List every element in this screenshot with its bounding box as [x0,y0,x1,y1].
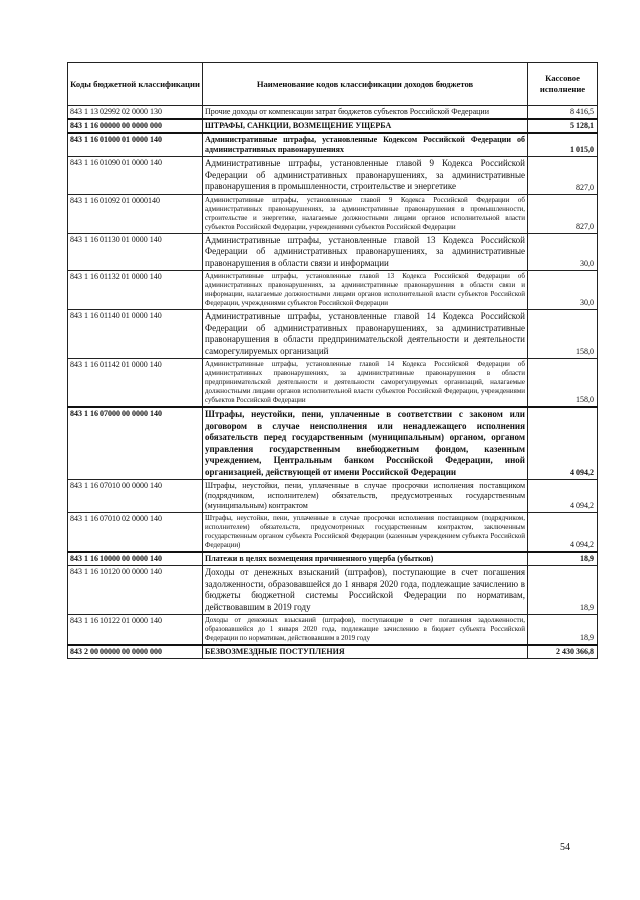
row-name: Административные штрафы, установленные Кодексом Российской Федерации об административных правонарушениях [203,133,528,157]
header-name: Наименование кодов классификации доходов бюджетов [203,63,528,106]
row-name: Штрафы, неустойки, пени, уплаченные в соответствии с законом или договором в случае неисполнения или ненадлежащего исполнения обязательств перед государственным (муниципальным) органом, органом управления государственным внебюджетным фондом, казенным учреждением, Центральным банком Российской Федерации, иной организацией, действующей от имени Российской Федерации [203,407,528,480]
table-row [68,310,598,359]
table-row [68,271,598,310]
row-name: Административные штрафы, установленные главой 13 Кодекса Российской Федерации об административных правонарушениях, за административные правонарушения в области связи и информации [203,233,528,271]
row-amount: 4 094,2 [528,407,598,480]
table-row [68,106,598,120]
row-name: Административные штрафы, установленные главой 13 Кодекса Российской Федерации об административных правонарушениях, за административные правонарушения в области связи и информации, налагаемые должностными лицами органов исполнительной власти субъектов Российской Федерации, учреждениями субъектов Российской Федерации [203,271,528,310]
header-code: Коды бюджетной классификации [68,63,203,106]
row-code: 843 1 16 07000 00 0000 140 [68,407,203,480]
row-amount: 827,0 [528,194,598,233]
row-code: 843 1 16 01090 01 0000 140 [68,157,203,195]
table-row [68,407,598,480]
table-row [68,513,598,553]
row-code: 843 1 16 10000 00 0000 140 [68,552,203,566]
row-amount: 5 128,1 [528,119,598,133]
document-page [67,62,597,659]
row-name: БЕЗВОЗМЕЗДНЫЕ ПОСТУПЛЕНИЯ [203,645,528,659]
page-number: 54 [560,842,570,853]
row-amount: 4 094,2 [528,513,598,553]
table-row [68,552,598,566]
row-name: Доходы от денежных взысканий (штрафов), поступающие в счет погашения задолженности, образовавшейся до 1 января 2020 года, подлежащие зачислению в бюджеты бюджетной системы Российской Федерации по нормативам, действовавшим в 2019 году [203,566,528,615]
row-name: Административные штрафы, установленные главой 14 Кодекса Российской Федерации об административных правонарушениях, за административные правонарушения в области предпринимательской деятельности и деятельности саморегулируемых организаций [203,310,528,359]
table-header-row [68,63,598,106]
row-amount: 4 094,2 [528,480,598,513]
table-row [68,133,598,157]
row-name: Платежи в целях возмещения причиненного ущерба (убытков) [203,552,528,566]
row-code: 843 1 16 01140 01 0000 140 [68,310,203,359]
budget-revenue-table [67,62,598,659]
row-code: 843 1 13 02992 02 0000 130 [68,106,203,120]
row-amount: 1 015,0 [528,133,598,157]
table-row [68,645,598,659]
table-row [68,480,598,513]
table-row [68,615,598,646]
row-amount: 827,0 [528,157,598,195]
header-amount: Кассовое исполнение [528,63,598,106]
row-code: 843 1 16 01142 01 0000 140 [68,359,203,408]
row-amount: 30,0 [528,271,598,310]
row-name: Доходы от денежных взысканий (штрафов), поступающие в счет погашения задолженности, образовавшейся до 1 января 2020 года, подлежащие зачислению в бюджет субъекта Российской Федерации по нормативам, действовавшим в 2019 году [203,615,528,646]
row-name: Штрафы, неустойки, пени, уплаченные в случае просрочки исполнения поставщиком (подрядчиком, исполнителем) обязательств, предусмотренных государственным контрактом, заключенным государственным органом субъекта Российской Федерации (казенным учреждением субъекта Российской Федерации) [203,513,528,553]
row-name: Административные штрафы, установленные главой 14 Кодекса Российской Федерации об административных правонарушениях, за административные правонарушения в области предпринимательской деятельности и деятельности саморегулируемых организаций, налагаемые должностными лицами органов исполнительной власти субъектов Российской Федерации, учреждениями субъектов Российской Федерации [203,359,528,408]
row-amount: 18,9 [528,566,598,615]
row-code: 843 2 00 00000 00 0000 000 [68,645,203,659]
row-amount: 158,0 [528,310,598,359]
row-code: 843 1 16 10120 00 0000 140 [68,566,203,615]
row-code: 843 1 16 01132 01 0000 140 [68,271,203,310]
row-name: ШТРАФЫ, САНКЦИИ, ВОЗМЕЩЕНИЕ УЩЕРБА [203,119,528,133]
row-name: Прочие доходы от компенсации затрат бюджетов субъектов Российской Федерации [203,106,528,120]
table-row [68,233,598,271]
table-row [68,119,598,133]
row-code: 843 1 16 07010 00 0000 140 [68,480,203,513]
row-amount: 18,9 [528,615,598,646]
table-row [68,194,598,233]
row-name: Штрафы, неустойки, пени, уплаченные в случае просрочки исполнения поставщиком (подрядчиком, исполнителем) обязательств, предусмотренных государственным (муниципальным) контрактом [203,480,528,513]
table-row [68,157,598,195]
row-amount: 18,9 [528,552,598,566]
table-row [68,566,598,615]
row-name: Административные штрафы, установленные главой 9 Кодекса Российской Федерации об административных правонарушениях, за административные правонарушения в промышленности, строительстве и энергетике, налагаемые должностными лицами органов исполнительной власти субъектов Российской Федерации, учреждениями субъектов Российской Федерации [203,194,528,233]
row-amount: 30,0 [528,233,598,271]
row-amount: 158,0 [528,359,598,408]
row-code: 843 1 16 00000 00 0000 000 [68,119,203,133]
row-name: Административные штрафы, установленные главой 9 Кодекса Российской Федерации об административных правонарушениях, за административные правонарушения в промышленности, строительстве и энергетике [203,157,528,195]
row-code: 843 1 16 01000 01 0000 140 [68,133,203,157]
row-amount: 2 430 366,8 [528,645,598,659]
row-code: 843 1 16 01130 01 0000 140 [68,233,203,271]
row-code: 843 1 16 07010 02 0000 140 [68,513,203,553]
row-amount: 8 416,5 [528,106,598,120]
row-code: 843 1 16 01092 01 0000140 [68,194,203,233]
table-row [68,359,598,408]
row-code: 843 1 16 10122 01 0000 140 [68,615,203,646]
